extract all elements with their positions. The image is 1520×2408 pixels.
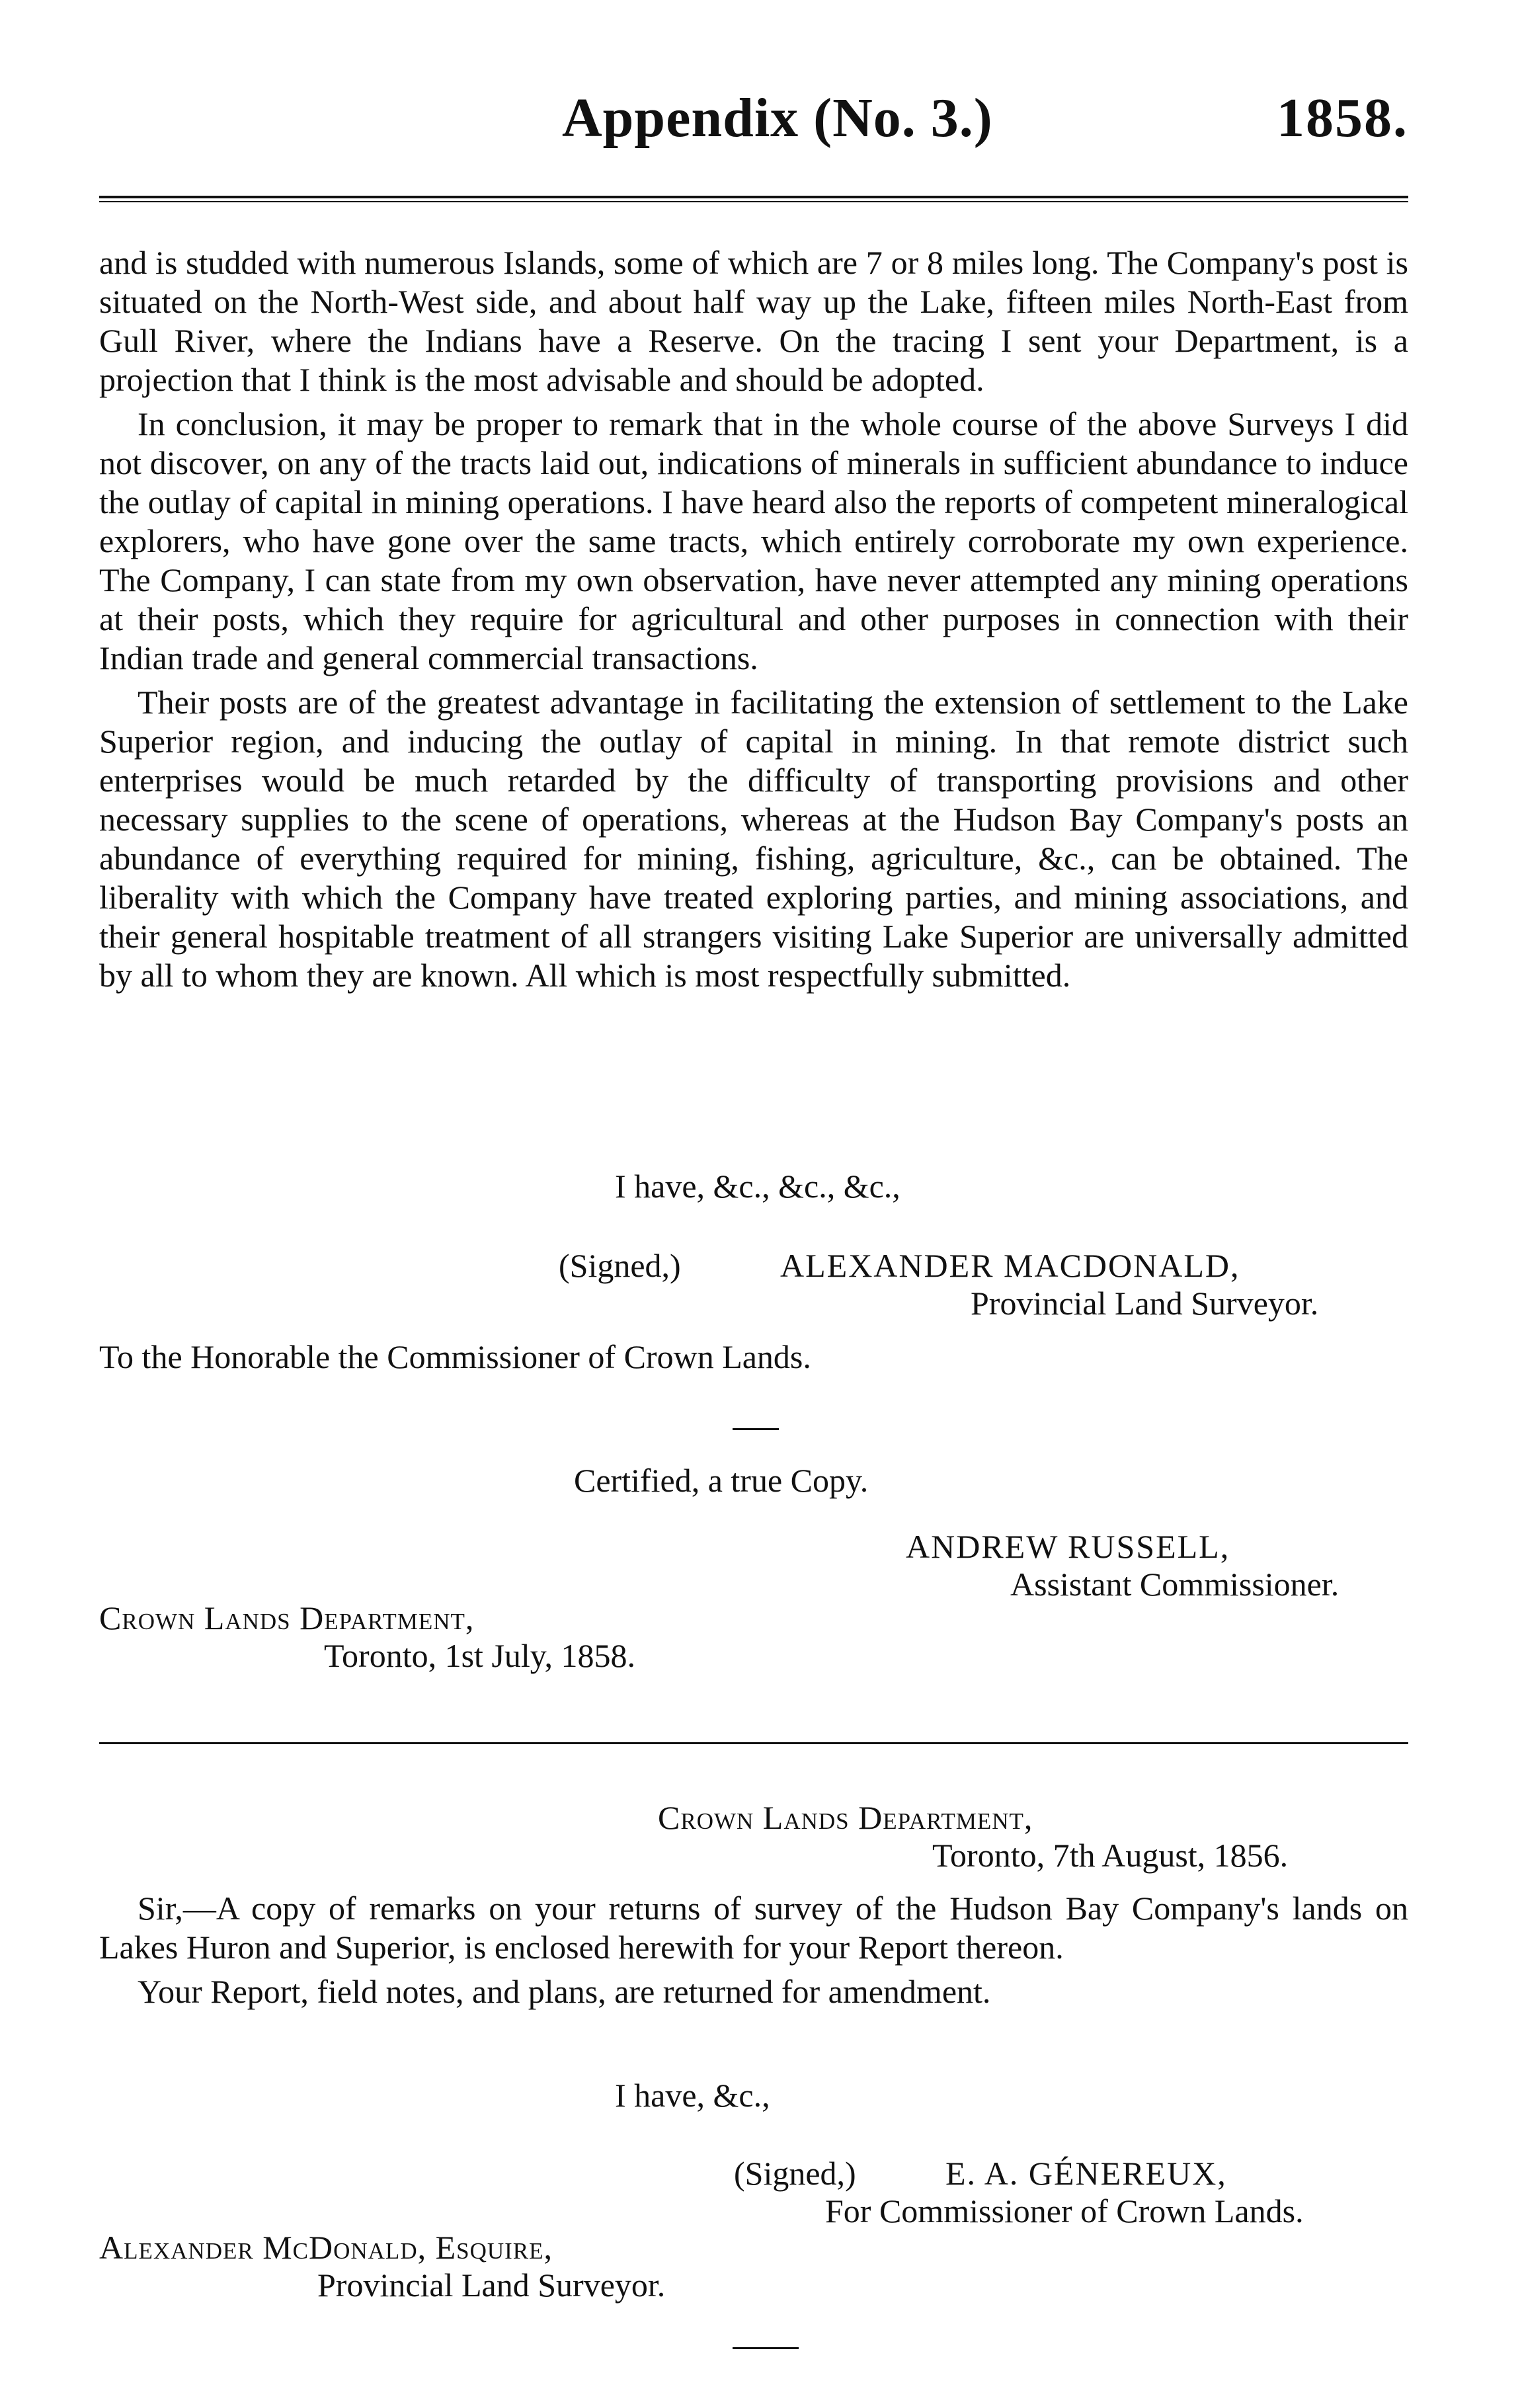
letter2-body [99, 1889, 1408, 2017]
section-rule [99, 1742, 1408, 1744]
letter1-addressee: To the Honorable the Commissioner of Crown Lands. [99, 1338, 811, 1375]
letter2-closing: I have, &c., [615, 2077, 770, 2114]
letter2-signer-title: For Commissioner of Crown Lands. [825, 2192, 1304, 2229]
page-year: 1858. [1277, 87, 1408, 149]
letter2-recipient-title: Provincial Land Surveyor. [317, 2267, 666, 2304]
page-title: Appendix (No. 3.) [562, 87, 993, 149]
letter1-body [99, 243, 1408, 1000]
letter2-place-date: Toronto, 7th August, 1856. [932, 1837, 1289, 1874]
letter2-paragraph: Your Report, field notes, and plans, are returned for amendment. [138, 1973, 991, 2010]
letter1-signer-name: ALEXANDER MACDONALD, [780, 1247, 1240, 1284]
letter2-paragraph: Sir,—A copy of remarks on your returns of survey of the Hudson Bay Company's lands on Lakes Huron and Superior, is enclosed herewith for your Report thereon. [99, 1890, 1408, 1966]
letter1-signer-title: Provincial Land Surveyor. [971, 1285, 1319, 1322]
header-rule [99, 196, 1408, 202]
letter1-paragraph: and is studded with numerous Islands, some of which are 7 or 8 miles long. The Company's post is situated on the North-West side, and about half way up the Lake, fifteen miles North-East from Gull River, where the Indians have a Reserve. On the tracing I sent your Department, is a projection that I think is the most advisable and should be adopted. [99, 244, 1408, 398]
page-header [99, 79, 1408, 152]
letter1-signed-label: (Signed,) [559, 1247, 681, 1284]
certification-department: Crown Lands Department, [99, 1599, 475, 1636]
certifier-title: Assistant Commissioner. [1010, 1566, 1340, 1603]
letter2-recipient-name: Alexander McDonald, Esquire, [99, 2229, 553, 2266]
letter2-signer-name: E. A. GÉNEREUX, [945, 2155, 1227, 2192]
certifier-name: ANDREW RUSSELL, [906, 1528, 1230, 1565]
section-divider [733, 1428, 779, 1430]
letter2-department: Crown Lands Department, [658, 1799, 1033, 1836]
letter1-paragraph: Their posts are of the greatest advantage in facilitating the extension of settlement to the Lake Superior region, and inducing the outlay of capital in mining. In that remote district such enterprises would be much retarded by the difficulty of transporting provisions and other necessary supplies to the scene of operations, whereas at the Hudson Bay Company's posts an abundance of everything required for mining, fishing, agriculture, &c., can be obtained. The liberality with which the Company have treated exploring parties, and mining associations, and their general hospitable treatment of all strangers visiting Lake Superior are universally admitted by all to whom they are known. All which is most respectfully submitted. [99, 684, 1408, 994]
letter1-closing: I have, &c., &c., &c., [615, 1168, 900, 1205]
certification-place-date: Toronto, 1st July, 1858. [324, 1637, 636, 1674]
certification-text: Certified, a true Copy. [574, 1462, 869, 1499]
footer-divider [733, 2347, 799, 2349]
letter1-paragraph: In conclusion, it may be proper to remark that in the whole course of the above Surveys I did not discover, on any of the tracts laid out, indications of minerals in sufficient abundance to induce the outlay of capital in mining operations. I have heard also the reports of competent mineralogical explorers, who have gone over the same tracts, which entirely corroborate my own experience. The Company, I can state from my own observation, have never attempted any mining operations at their posts, which they require for agricultural and other purposes in connection with their Indian trade and general commercial transactions. [99, 405, 1408, 676]
letter2-signed-label: (Signed,) [734, 2155, 856, 2192]
